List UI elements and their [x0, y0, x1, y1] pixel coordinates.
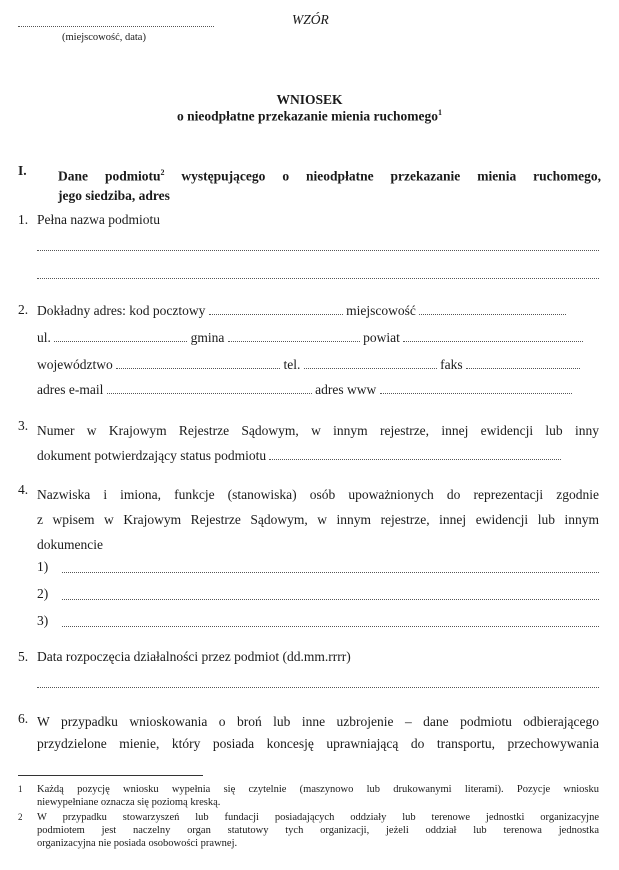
- full-name-field-2[interactable]: [37, 266, 599, 279]
- representative-3-field[interactable]: [62, 614, 599, 627]
- subtitle-text: o nieodpłatne przekazanie mienia ruchomego: [177, 108, 438, 124]
- city-field[interactable]: [419, 302, 566, 315]
- representative-1-label: 1): [37, 559, 49, 574]
- footnote-1-line2: niewypełniane oznacza się poziomą kreską.: [37, 797, 221, 808]
- item-2-number: 2.: [18, 302, 29, 317]
- footnote-2-line2: podmiotem jest naczelny organ statutowy tych organizacji, jeżeli oddział lub terenowa jednostka: [37, 825, 599, 836]
- document-title: WNIOSEK: [276, 92, 343, 107]
- province-field[interactable]: [116, 356, 280, 369]
- phone-field[interactable]: [304, 356, 437, 369]
- representative-3-label: 3): [37, 613, 49, 628]
- representative-1-field[interactable]: [62, 560, 599, 573]
- item-3-line1: Numer w Krajowym Rejestrze Sądowym, w innym rejestrze, innej ewidencji lub inny: [37, 423, 599, 438]
- full-name-field-1[interactable]: [37, 238, 599, 251]
- place-date-caption: (miejscowość, data): [62, 32, 146, 43]
- district-label: powiat: [363, 330, 400, 345]
- item-3-line2: dokument potwierdzający status podmiotu: [37, 448, 267, 463]
- street-field[interactable]: [54, 329, 187, 342]
- item-4-number: 4.: [18, 482, 29, 497]
- footnote-1-number: 1: [18, 784, 23, 794]
- footnote-divider: [18, 775, 203, 776]
- commune-field[interactable]: [228, 329, 360, 342]
- commune-label: gmina: [190, 330, 225, 345]
- item-4-line1: Nazwiska i imiona, funkcje (stanowiska) osób upoważnionych do reprezentacji zgodnie: [37, 487, 599, 502]
- template-label: WZÓR: [292, 12, 329, 27]
- item-6-number: 6.: [18, 711, 29, 726]
- footnote-2-text: [37, 811, 599, 850]
- start-date-field[interactable]: [37, 675, 599, 688]
- representative-2-field[interactable]: [62, 587, 599, 600]
- section-heading-a: Dane podmiotu: [58, 168, 161, 184]
- footnote-2-number: 2: [18, 812, 23, 822]
- fax-label: faks: [440, 357, 463, 372]
- section-heading: [58, 163, 601, 205]
- address-row-3: [37, 356, 580, 373]
- item-4-text: [37, 482, 599, 557]
- item-6-text: [37, 711, 599, 755]
- district-field[interactable]: [403, 329, 583, 342]
- fax-field[interactable]: [466, 356, 580, 369]
- representative-2-label: 2): [37, 586, 49, 601]
- item-5-label: Data rozpoczęcia działalności przez podmiot (dd.mm.rrrr): [37, 649, 351, 664]
- street-label: ul.: [37, 330, 51, 345]
- email-label: adres e-mail: [37, 382, 104, 397]
- registry-number-field[interactable]: [269, 447, 561, 460]
- postal-code-label: Dokładny adres: kod pocztowy: [37, 303, 206, 318]
- province-label: województwo: [37, 357, 113, 372]
- address-row-4: [37, 381, 572, 398]
- document-subtitle: [0, 108, 619, 125]
- item-6-line2: przydzielone mienie, który posiada koncesję uprawniającą do transportu, przechowywania: [37, 736, 599, 751]
- footnote-2-line1: W przypadku stowarzyszeń lub fundacji posiadających oddziały lub terenowe jednostki organizacyjne: [37, 812, 599, 823]
- item-5-number: 5.: [18, 649, 29, 664]
- phone-label: tel.: [283, 357, 301, 372]
- email-field[interactable]: [107, 381, 312, 394]
- section-numeral: I.: [18, 163, 27, 178]
- footnote-ref-1: 1: [437, 108, 442, 117]
- item-1-label: Pełna nazwa podmiotu: [37, 212, 160, 227]
- item-1-number: 1.: [18, 212, 29, 227]
- postal-code-field[interactable]: [209, 302, 343, 315]
- footnote-ref-2: 2: [160, 168, 165, 177]
- item-6-line1: W przypadku wnioskowania o broń lub inne uzbrojenie – dane podmiotu odbierającego: [37, 714, 599, 729]
- place-date-field[interactable]: [18, 14, 214, 27]
- address-row-2: [37, 329, 583, 346]
- item-3-text: [37, 418, 599, 468]
- item-4-line3: dokumencie: [37, 537, 103, 552]
- footnote-2-line3: organizacyjna nie posiada osobowości prawnej.: [37, 838, 238, 849]
- city-label: miejscowość: [346, 303, 416, 318]
- section-heading-line2: jego siedziba, adres: [58, 187, 170, 203]
- address-row-1: [37, 302, 566, 319]
- www-label: adres www: [315, 382, 377, 397]
- footnote-1-line1: Każdą pozycję wniosku wypełnia się czytelnie (maszynowo lub drukowanymi literami). Pozycje wniosku: [37, 784, 599, 795]
- item-4-line2: z wpisem w Krajowym Rejestrze Sądowym, w innym rejestrze, innej ewidencji lub innym: [37, 512, 599, 527]
- footnote-1-text: [37, 783, 599, 809]
- item-3-number: 3.: [18, 418, 29, 433]
- section-heading-b: występującego o nieodpłatne przekazanie mienia ruchomego,: [164, 168, 602, 184]
- www-field[interactable]: [380, 381, 572, 394]
